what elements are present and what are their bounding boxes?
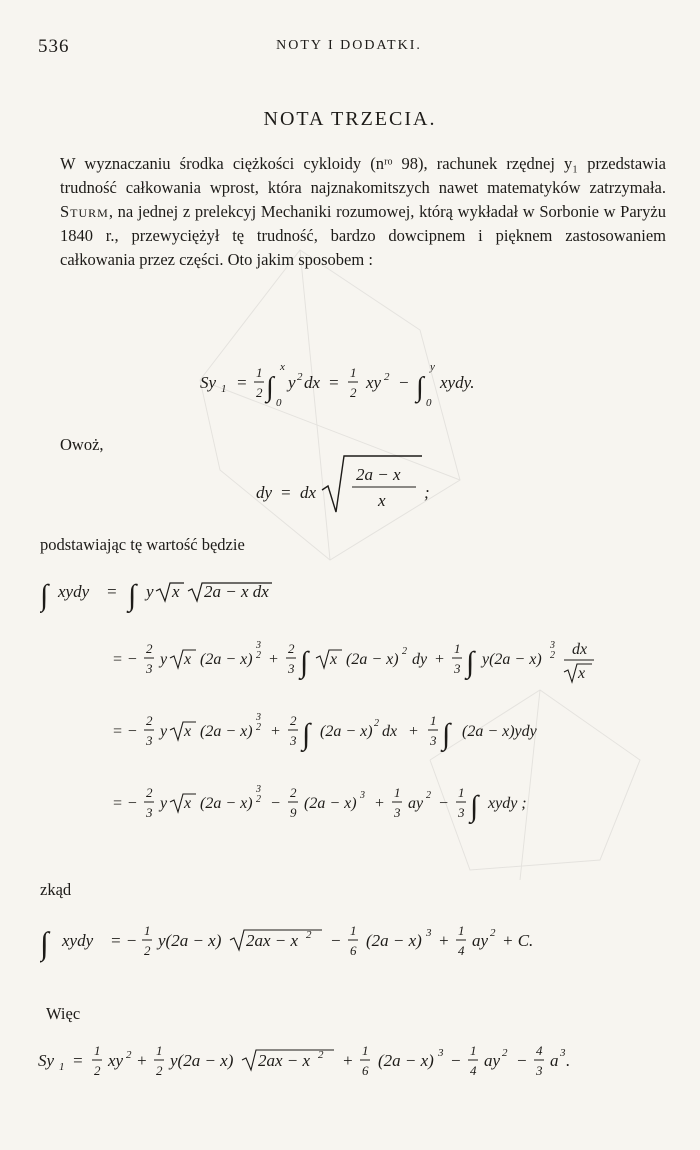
svg-text:3: 3 (430, 733, 437, 748)
svg-text:xydy: xydy (62, 931, 94, 950)
svg-text:xydy.: xydy. (440, 373, 475, 392)
page-number: 536 (38, 36, 70, 57)
svg-text:x: x (172, 582, 180, 601)
svg-text:∫: ∫ (128, 579, 137, 612)
svg-text:2: 2 (146, 713, 153, 728)
svg-text:=: = (328, 373, 340, 392)
svg-text:ay: ay (472, 931, 489, 950)
svg-text:2: 2 (146, 785, 153, 800)
svg-text:= −: = − (112, 723, 138, 740)
svg-text:dy: dy (412, 651, 428, 668)
svg-text:(2a − x): (2a − x) (366, 931, 422, 950)
svg-text:3: 3 (256, 640, 261, 651)
label-wiec: Więc (46, 1004, 81, 1023)
svg-text:∫: ∫ (266, 372, 274, 403)
svg-text:dx: dx (572, 641, 588, 658)
svg-text:y: y (160, 651, 168, 668)
svg-text:(2a − x): (2a − x) (346, 651, 399, 668)
svg-text:+: + (268, 651, 279, 668)
svg-text:x: x (578, 665, 586, 682)
svg-text:∫: ∫ (466, 646, 475, 679)
svg-text:dx: dx (382, 723, 398, 740)
svg-text:2: 2 (490, 927, 496, 939)
author-name: Sturm (60, 202, 109, 221)
label-zkad: zkąd (40, 880, 72, 899)
svg-text:ay: ay (484, 1051, 501, 1070)
svg-text:1: 1 (454, 641, 461, 656)
svg-text:2: 2 (350, 385, 357, 400)
svg-text:=: = (280, 483, 292, 502)
svg-text:3: 3 (438, 1047, 444, 1059)
svg-text:dy: dy (256, 483, 273, 502)
svg-text:2a − x dx: 2a − x dx (204, 582, 269, 601)
svg-text:x: x (184, 651, 192, 668)
svg-text:3: 3 (146, 733, 153, 748)
svg-text:+: + (136, 1051, 148, 1070)
svg-text:9: 9 (290, 805, 297, 820)
svg-text:+ C.: + C. (502, 931, 534, 950)
svg-text:y: y (160, 723, 168, 740)
svg-text:3: 3 (458, 805, 465, 820)
svg-text:3: 3 (394, 805, 401, 820)
svg-text:2: 2 (402, 646, 407, 657)
svg-text:−: − (398, 373, 410, 392)
svg-text:+: + (374, 795, 385, 812)
svg-text:6: 6 (362, 1063, 369, 1078)
svg-text:Sy: Sy (38, 1051, 55, 1070)
svg-text:3: 3 (146, 805, 153, 820)
svg-text:−: − (438, 795, 449, 812)
svg-text:+: + (434, 651, 445, 668)
svg-text:∫: ∫ (40, 579, 49, 612)
svg-text:y: y (288, 373, 296, 392)
svg-text:−: − (330, 931, 342, 950)
svg-text:0: 0 (426, 397, 432, 409)
svg-text:2: 2 (374, 718, 379, 729)
svg-text:1: 1 (362, 1043, 369, 1058)
svg-text:3: 3 (256, 712, 261, 723)
svg-text:2: 2 (94, 1063, 101, 1078)
svg-text:3: 3 (290, 733, 297, 748)
svg-text:3: 3 (426, 927, 432, 939)
svg-text:∫: ∫ (442, 718, 451, 751)
svg-text:2: 2 (256, 385, 263, 400)
svg-text:=: = (236, 373, 248, 392)
svg-text:∫: ∫ (302, 718, 311, 751)
svg-text:0: 0 (276, 397, 282, 409)
svg-text:2: 2 (256, 722, 261, 733)
svg-text:3: 3 (560, 1047, 566, 1059)
svg-text:=: = (106, 582, 118, 601)
svg-text:6: 6 (350, 943, 357, 958)
svg-text:xy: xy (366, 373, 382, 392)
equation-8 (38, 1030, 678, 1094)
svg-text:2: 2 (318, 1049, 324, 1061)
svg-text:1: 1 (350, 365, 357, 380)
svg-text:xy: xy (108, 1051, 124, 1070)
svg-text:x: x (184, 723, 192, 740)
paragraph-text-start: W wyznaczaniu środka ciężkości cykloidy (nʳᵒ 98), rachunek rzędnej y₁ przedstawia trudność całkowania wprost, która najznakomitszych nawet matematyków zatrzymała. (60, 154, 666, 197)
svg-text:1: 1 (59, 1061, 65, 1073)
svg-text:y: y (146, 582, 154, 601)
svg-text:2: 2 (288, 641, 295, 656)
svg-text:1: 1 (430, 713, 437, 728)
svg-text:y(2a − x): y(2a − x) (170, 1051, 234, 1070)
paragraph-text-end: , na jednej z prelekcyj Mechaniki rozumowej, którą wykładał w Sorbonie w Paryżu 1840 r., przewyciężył tę trudność, bardzo dowcipnem i pięknem zastosowaniem całkowania przez części. Oto jakim sposobem : (60, 202, 666, 269)
svg-text:2: 2 (256, 794, 261, 805)
svg-text:4: 4 (536, 1043, 543, 1058)
svg-text:1: 1 (256, 365, 263, 380)
svg-text:2: 2 (290, 785, 297, 800)
svg-text:4: 4 (458, 943, 465, 958)
svg-text:+: + (342, 1051, 354, 1070)
svg-text:3: 3 (256, 784, 261, 795)
running-head: NOTY I DODATKI. (276, 38, 422, 53)
svg-text:1: 1 (458, 923, 465, 938)
equation-4 (112, 628, 692, 692)
svg-text:1: 1 (394, 785, 401, 800)
svg-text:dx: dx (304, 373, 321, 392)
svg-text:−: − (450, 1051, 462, 1070)
equation-3 (40, 565, 360, 621)
svg-text:2: 2 (146, 641, 153, 656)
svg-text:y(2a − x): y(2a − x) (158, 931, 222, 950)
svg-text:2: 2 (550, 650, 555, 661)
svg-text:∫: ∫ (470, 790, 479, 823)
svg-text:+: + (438, 931, 450, 950)
svg-text:x: x (184, 795, 192, 812)
svg-text:Sy: Sy (200, 373, 217, 392)
svg-text:2: 2 (426, 790, 431, 801)
label-owoz: Owoż, (60, 435, 104, 454)
svg-text:(2a − x): (2a − x) (200, 723, 253, 740)
svg-text:xydy ;: xydy ; (488, 795, 527, 812)
label-podstawiajac: podstawiając tę wartość będzie (40, 535, 245, 554)
svg-text:+: + (270, 723, 281, 740)
svg-text:2a − x: 2a − x (356, 465, 401, 484)
svg-text:2: 2 (384, 371, 390, 383)
svg-text:3: 3 (288, 661, 295, 676)
svg-text:2: 2 (502, 1047, 508, 1059)
svg-text:3: 3 (454, 661, 461, 676)
svg-text:x: x (330, 651, 338, 668)
page-header (38, 36, 660, 60)
svg-text:.: . (566, 1051, 571, 1070)
section-title: NOTA TRZECIA. (263, 108, 437, 130)
svg-text:x: x (280, 361, 285, 373)
svg-text:1: 1 (350, 923, 357, 938)
svg-text:2: 2 (297, 371, 303, 383)
svg-text:∫: ∫ (416, 372, 424, 403)
svg-text:y: y (160, 795, 168, 812)
svg-text:= −: = − (112, 651, 138, 668)
svg-text:1: 1 (144, 923, 151, 938)
svg-text:3: 3 (146, 661, 153, 676)
svg-text:(2a − x)ydy: (2a − x)ydy (462, 723, 537, 740)
svg-text:(2a − x): (2a − x) (200, 795, 253, 812)
svg-text:(2a − x): (2a − x) (320, 723, 373, 740)
svg-text:=: = (72, 1051, 84, 1070)
svg-text:∫: ∫ (40, 925, 49, 961)
svg-text:2ax − x: 2ax − x (258, 1051, 311, 1070)
svg-text:ay: ay (408, 795, 424, 812)
svg-text:1: 1 (94, 1043, 101, 1058)
svg-text:y(2a − x): y(2a − x) (482, 651, 542, 668)
svg-text:1: 1 (156, 1043, 163, 1058)
svg-text:2: 2 (290, 713, 297, 728)
svg-text:(2a − x): (2a − x) (304, 795, 357, 812)
svg-text:2: 2 (306, 929, 312, 941)
svg-text:(2a − x): (2a − x) (200, 651, 253, 668)
svg-text:4: 4 (470, 1063, 477, 1078)
svg-text:1: 1 (470, 1043, 477, 1058)
svg-text:−: − (270, 795, 281, 812)
svg-text:2ax − x: 2ax − x (246, 931, 299, 950)
svg-text:3: 3 (536, 1063, 543, 1078)
svg-text:dx: dx (300, 483, 317, 502)
svg-text:∫: ∫ (300, 646, 309, 679)
intro-paragraph (60, 152, 666, 272)
svg-text:−: − (516, 1051, 528, 1070)
equation-1 (200, 356, 580, 412)
svg-text:;: ; (424, 483, 430, 502)
equation-2 (256, 452, 466, 518)
svg-text:y: y (430, 361, 435, 373)
svg-text:x: x (378, 491, 386, 510)
svg-text:1: 1 (458, 785, 465, 800)
svg-text:2: 2 (126, 1049, 132, 1061)
svg-text:2: 2 (256, 650, 261, 661)
svg-text:a: a (550, 1051, 559, 1070)
svg-text:3: 3 (360, 790, 365, 801)
svg-text:= −: = − (112, 795, 138, 812)
svg-text:xydy: xydy (58, 582, 90, 601)
equation-7 (40, 910, 680, 974)
svg-text:2: 2 (156, 1063, 163, 1078)
svg-text:1: 1 (221, 383, 227, 395)
equation-5 (112, 700, 672, 764)
svg-text:(2a − x): (2a − x) (378, 1051, 434, 1070)
svg-text:+: + (408, 723, 419, 740)
equation-6 (112, 772, 672, 836)
svg-text:2: 2 (144, 943, 151, 958)
svg-text:3: 3 (550, 640, 555, 651)
svg-text:= −: = − (110, 931, 138, 950)
